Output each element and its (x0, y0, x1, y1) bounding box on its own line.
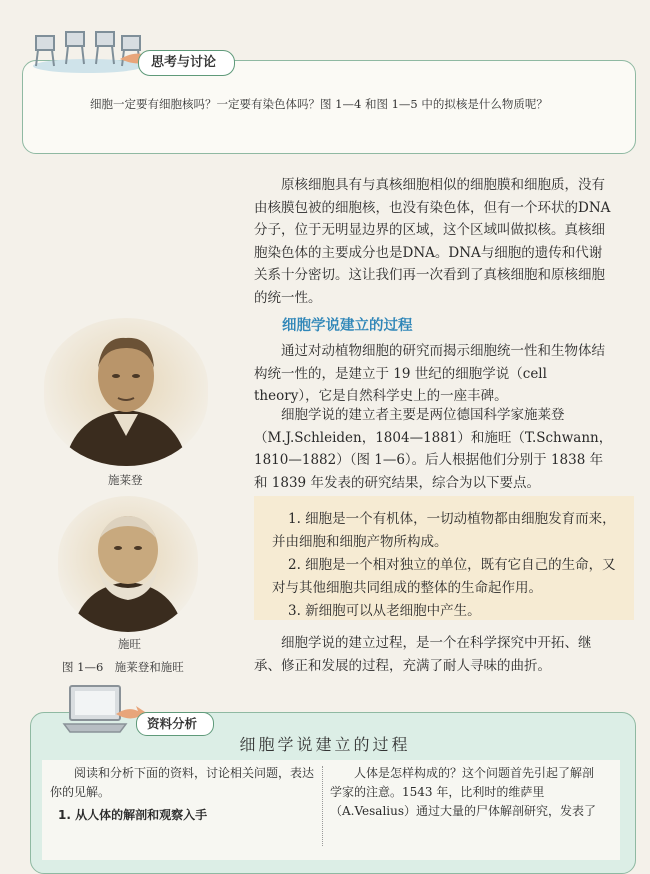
key-points-box (254, 496, 634, 620)
paragraph-prokaryote: 原核细胞具有与真核细胞相似的细胞膜和细胞质，没有由核膜包被的细胞核，也没有染色体，但有一个环状的DNA分子，位于无明显边界的区域，这个区域叫做拟核。真核细胞染色体的主要成分也是DNA。DNA与细胞的遗传和代谢关系十分密切。这让我们再一次看到了真核细胞和原核细胞的统一性。 (254, 177, 611, 306)
paragraph-conclusion: 细胞学说的建立过程，是一个在科学探究中开拓、继承、修正和发展的过程，充满了耐人寻味的曲折。 (254, 635, 592, 674)
paragraph-cell-theory-intro: 通过对动植物细胞的研究而揭示细胞统一性和生物体结构统一性的，是建立于 19 世纪的细胞学说（cell theory），它是自然科学史上的一座丰碑。 (254, 343, 605, 404)
data-analysis-subheading: 1. 从人体的解剖和观察入手 (58, 808, 208, 822)
discussion-tag: 思考与讨论 (138, 50, 235, 76)
section-heading: 细胞学说建立的过程 (282, 318, 413, 334)
schleiden-portrait (44, 318, 208, 466)
schwann-portrait (58, 496, 198, 632)
caption-schwann: 施旺 (118, 637, 141, 651)
key-point: 1. 细胞是一个有机体，一切动植物都由细胞发育而来，并由细胞和细胞产物所构成。 (272, 511, 616, 550)
data-analysis-instructions: 阅读和分析下面的资料，讨论相关问题，表达你的见解。 (50, 766, 315, 799)
key-point: 3. 新细胞可以从老细胞中产生。 (288, 603, 481, 619)
column-divider (322, 766, 323, 846)
key-point: 2. 细胞是一个相对独立的单位，既有它自己的生命，又对与其他细胞共同组成的整体的生命起作用。 (272, 557, 616, 596)
discussion-question: 细胞一定要有细胞核吗？一定要有染色体吗？图 1—4 和图 1—5 中的拟核是什么物质呢？ (90, 97, 548, 111)
data-analysis-tag: 资料分析 (136, 712, 214, 736)
caption-schleiden: 施莱登 (108, 473, 143, 487)
figure-caption: 图 1—6 施莱登和施旺 (62, 660, 184, 674)
data-analysis-title: 细胞学说建立的过程 (239, 735, 411, 754)
data-analysis-reading: 人体是怎样构成的？这个问题首先引起了解剖学家的注意。1543 年，比利时的维萨里（A.Vesalius）通过大量的尸体解剖研究，发表了 (330, 766, 597, 818)
paragraph-founders: 细胞学说的建立者主要是两位德国科学家施莱登（M.J.Schleiden，1804—1881）和施旺（T.Schwann，1810—1882）（图 1—6）。后人根据他们分别于 1838 年和 1839 年发表的研究结果，综合为以下要点。 (254, 407, 613, 491)
